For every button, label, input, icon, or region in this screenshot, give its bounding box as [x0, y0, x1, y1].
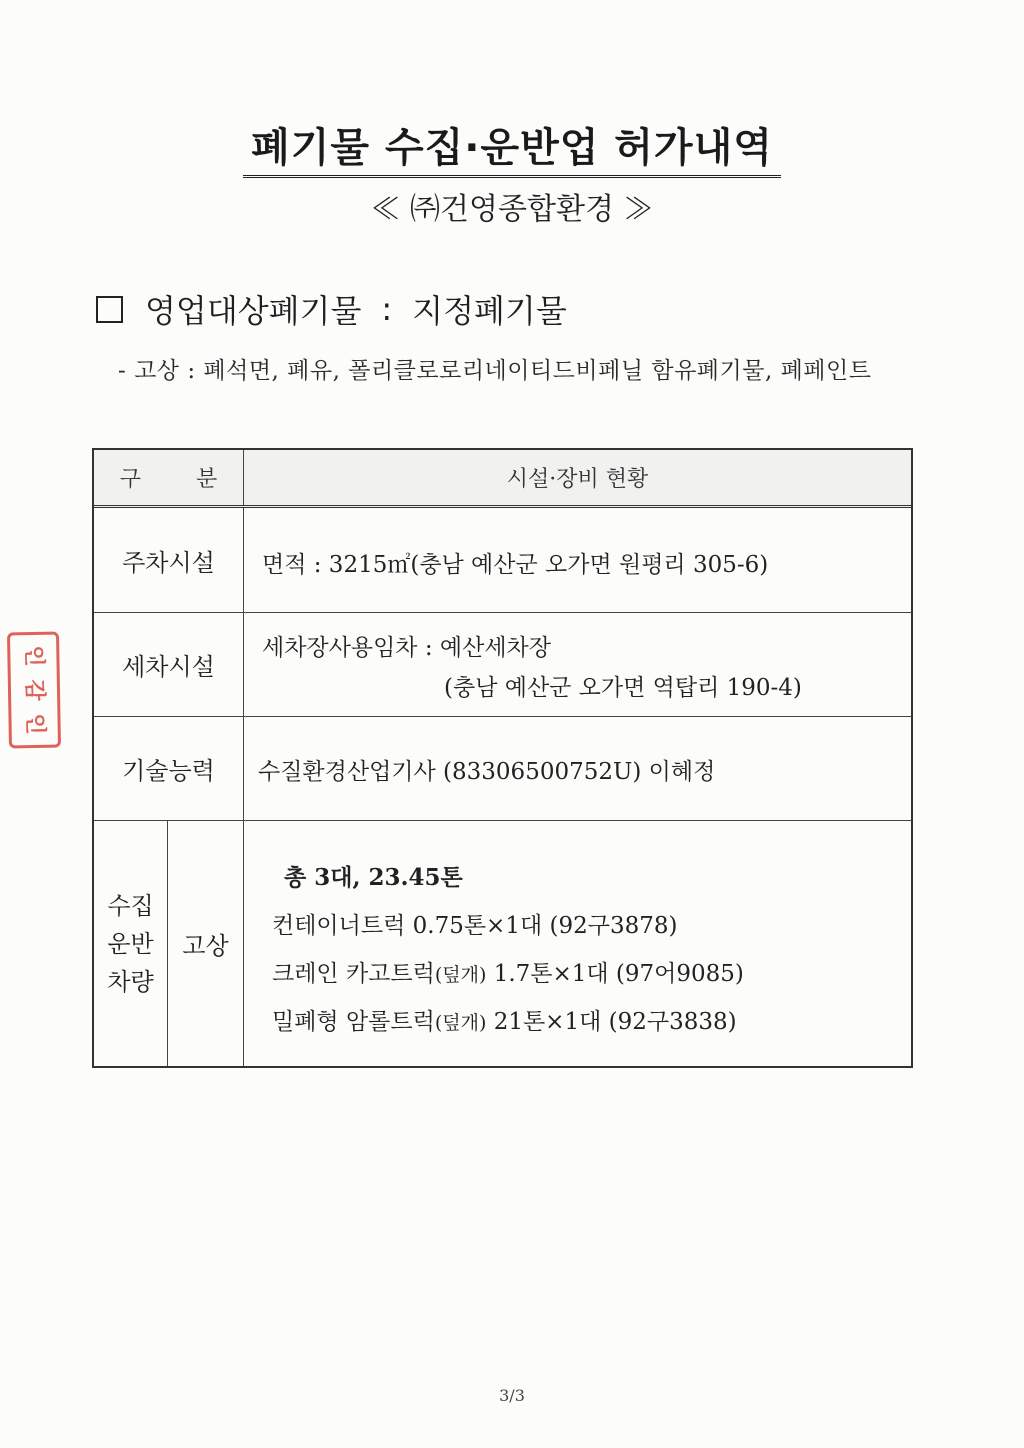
document-title — [0, 125, 1024, 178]
seal-character: 인 — [22, 713, 48, 735]
vehicles-total: 총 3대, 23.45톤 — [284, 864, 463, 891]
vehicle-item-note: (덮개) — [434, 964, 487, 986]
red-seal-stamp — [7, 632, 61, 749]
washing-label: 세차시설 — [94, 613, 244, 716]
parking-label: 주차시설 — [94, 508, 244, 612]
seal-character: 감 — [21, 679, 48, 701]
company-name: ≪ ㈜건영종합환경 ≫ — [370, 192, 654, 227]
waste-types-line: - 고상 : 폐석면, 폐유, 폴리클로로리네이티드비페닐 함유폐기물, 폐페인트 — [118, 358, 872, 384]
table-header-row — [94, 450, 911, 508]
vehicles-content — [244, 821, 911, 1066]
vehicles-sub-label: 고상 — [168, 821, 244, 1066]
vehicles-label-line: 차량 — [107, 967, 154, 996]
vehicle-item-note: (덮개) — [434, 1012, 487, 1034]
section-separator: : — [381, 290, 393, 328]
title-text: 폐기물 수집·운반업 허가내역 — [243, 125, 781, 178]
header-category: 구 분 — [94, 450, 244, 505]
parking-text: 면적 : 3215㎡(충남 예산군 오가면 원평리 305-6) — [262, 552, 769, 578]
vehicle-item — [272, 907, 677, 940]
section-heading — [96, 286, 567, 332]
vehicles-label — [94, 821, 168, 1066]
page-number: 3/3 — [499, 1386, 525, 1405]
vehicle-item-name: 컨테이너트럭 0.75톤×1대 (92구3878) — [272, 913, 678, 939]
table-row-washing — [94, 613, 911, 717]
washing-content — [244, 613, 911, 716]
technical-content — [244, 717, 911, 820]
technical-text: 수질환경산업기사 (83306500752U) 이혜정 — [258, 759, 716, 785]
facility-table — [92, 448, 913, 1068]
vehicle-item-name: 크레인 카고트럭 — [272, 961, 435, 987]
seal-character: 인 — [21, 645, 47, 667]
technical-label: 기술능력 — [94, 717, 244, 820]
washing-line2: (충남 예산군 오가면 역탑리 190-4) — [444, 675, 802, 701]
table-row-vehicles — [94, 821, 911, 1066]
section-label: 영업대상폐기물 — [145, 292, 362, 330]
section-value: 지정폐기물 — [412, 292, 567, 330]
checkbox-icon — [96, 296, 123, 323]
parking-content — [244, 508, 911, 612]
vehicle-item-detail: 1.7톤×1대 (97어9085) — [486, 961, 744, 987]
header-status: 시설·장비 현황 — [506, 467, 649, 492]
vehicle-item — [272, 955, 744, 988]
vehicles-label-line: 운반 — [107, 929, 154, 958]
vehicle-item — [272, 1003, 737, 1036]
table-row-technical — [94, 717, 911, 821]
washing-line1: 세차장사용임차 : 예산세차장 — [262, 635, 551, 661]
vehicles-label-line: 수집 — [107, 891, 154, 920]
vehicle-item-detail: 21톤×1대 (92구3838) — [486, 1009, 737, 1035]
table-row-parking — [94, 508, 911, 613]
vehicle-item-name: 밀폐형 암롤트럭 — [272, 1009, 435, 1035]
